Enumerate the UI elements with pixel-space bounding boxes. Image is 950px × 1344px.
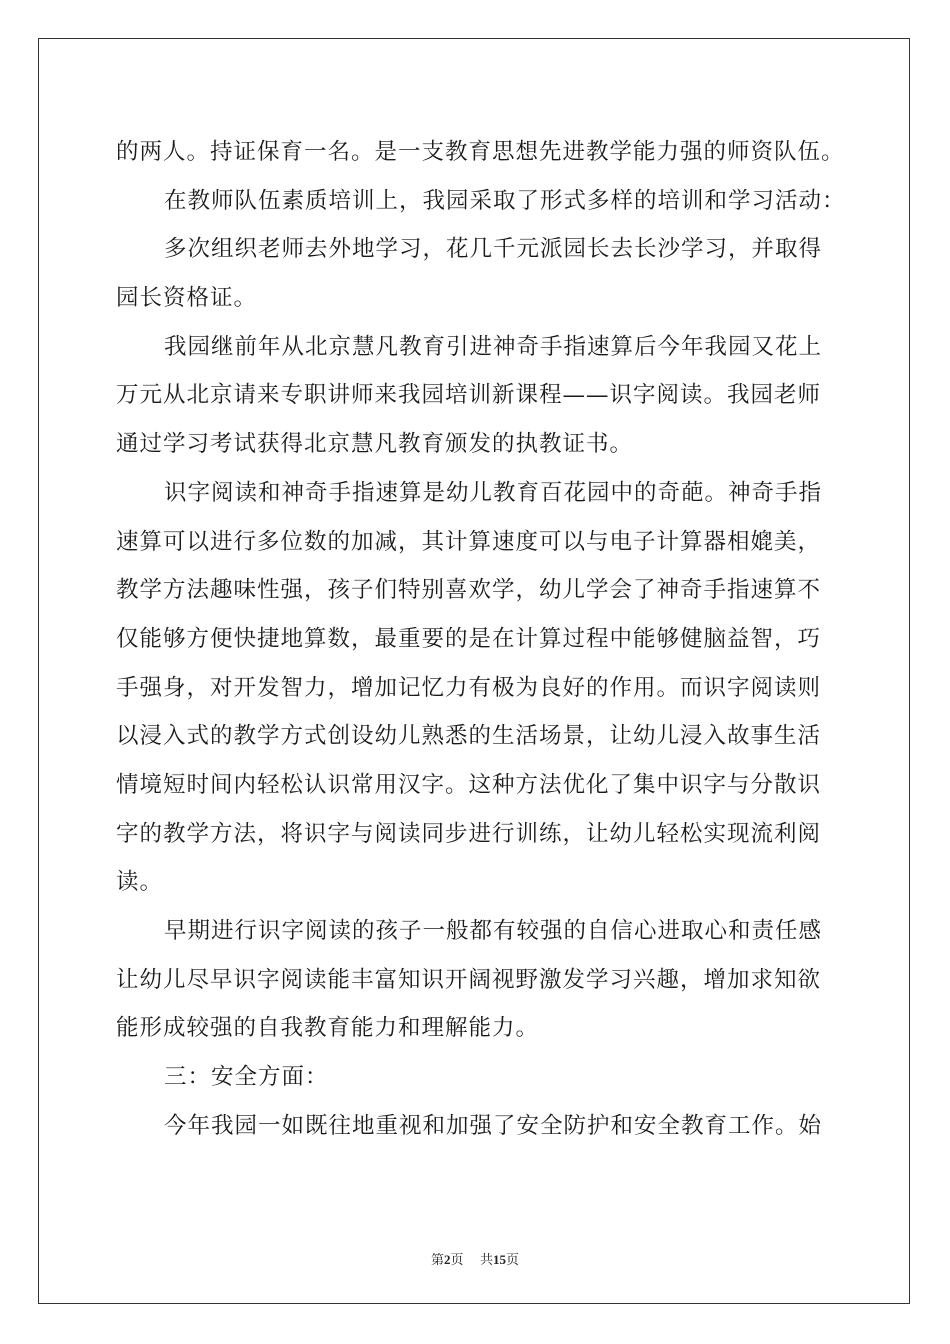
total-prefix: 共 bbox=[480, 1253, 494, 1268]
paragraph-start-line: 今年我园一如既往地重视和加强了安全防护和安全教育工作。始 bbox=[164, 1112, 823, 1139]
text-line: 让幼儿尽早识字阅读能丰富知识开阔视野激发学习兴趣，增加求知欲 bbox=[116, 966, 822, 993]
text-line: 的两人。持证保育一名。是一支教育思想先进教学能力强的师资队伍。 bbox=[116, 139, 845, 165]
text-line: 速算可以进行多位数的加减，其计算速度可以与电子计算器相媲美， bbox=[116, 528, 822, 555]
page-footer bbox=[0, 1249, 950, 1268]
total-pages: 15 bbox=[493, 1252, 507, 1267]
text-line: 万元从北京请来专职讲师来我园培训新课程——识字阅读。我园老师 bbox=[116, 382, 822, 409]
text-line: 通过学习考试获得北京慧凡教育颁发的执教证书。 bbox=[116, 431, 634, 458]
text-line: 手强身，对开发智力，增加记忆力有极为良好的作用。而识字阅读则 bbox=[116, 674, 822, 701]
page-prefix: 第 bbox=[430, 1253, 444, 1268]
paragraph-start-line: 识字阅读和神奇手指速算是幼儿教育百花园中的奇葩。神奇手指 bbox=[164, 479, 823, 506]
text-line: 多次组织老师去外地学习，花几千元派园长去长沙学习，并取得 bbox=[164, 236, 823, 263]
paragraph-start-line: 早期进行识字阅读的孩子一般都有较强的自信心进取心和责任感 bbox=[164, 918, 823, 944]
page-suffix: 页 bbox=[450, 1253, 464, 1268]
text-line: 能形成较强的自我教育能力和理解能力。 bbox=[116, 1015, 540, 1042]
section-heading: 三：安全方面： bbox=[164, 1064, 329, 1091]
text-line: 仅能够方便快捷地算数，最重要的是在计算过程中能够健脑益智，巧 bbox=[116, 625, 822, 652]
page-number: 2 bbox=[443, 1252, 451, 1267]
paragraph-start-line: 我园继前年从北京慧凡教育引进神奇手指速算后今年我园又花上 bbox=[164, 333, 823, 360]
text-line: 情境短时间内轻松认识常用汉字。这种方法优化了集中识字与分散识 bbox=[116, 771, 822, 798]
text-line: 教学方法趣味性强，孩子们特别喜欢学，幼儿学会了神奇手指速算不 bbox=[116, 577, 822, 604]
total-suffix: 页 bbox=[506, 1253, 520, 1268]
text-line: 字的教学方法，将识字与阅读同步进行训练，让幼儿轻松实现流利阅 bbox=[116, 820, 822, 847]
document-body bbox=[116, 128, 846, 1150]
text-line: 园长资格证。 bbox=[116, 285, 258, 312]
text-line: 读。 bbox=[116, 869, 164, 896]
text-line: 以浸入式的教学方式创设幼儿熟悉的生活场景，让幼儿浸入故事生活 bbox=[116, 723, 822, 750]
paragraph-start-line: 在教师队伍素质培训上，我园采取了形式多样的培训和学习活动： bbox=[164, 187, 846, 214]
